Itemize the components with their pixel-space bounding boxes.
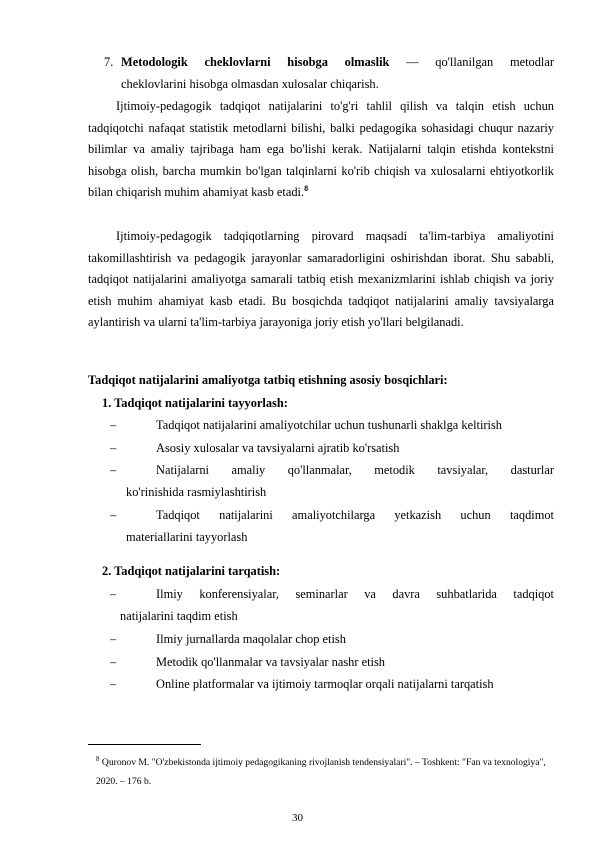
list-item-continuation: materiallarini tayyorlash: [126, 529, 248, 544]
list-item: [110, 438, 554, 460]
item-7-line2: cheklovlarini hisobga olmasdan xulosalar chiqarish.: [121, 76, 379, 91]
list-item: [110, 460, 554, 503]
dash-bullet: –: [110, 655, 117, 669]
subsection-1-title: 1. Tadqiqot natijalarini tayyorlash:: [102, 396, 288, 410]
list-item: [110, 674, 554, 696]
list-item-text: Metodik qo'llanmalar va tavsiyalar nashr etish: [156, 655, 385, 669]
item-7-rest: — qo'llanilgan metodlar: [389, 55, 554, 69]
list-item: [110, 584, 554, 627]
footnote-separator: [88, 744, 201, 745]
list-item-text: Ilmiy konferensiyalar, seminarlar va davra suhbatlarida tadqiqot: [156, 587, 554, 601]
list-item: [110, 505, 554, 548]
list-item-text: Ilmiy jurnallarda maqolalar chop etish: [156, 632, 346, 646]
dash-bullet: –: [110, 587, 117, 601]
footnote: [96, 750, 566, 791]
dash-bullet: –: [110, 441, 117, 455]
list-item: [110, 415, 554, 437]
footnote-reference[interactable]: 8: [304, 184, 309, 194]
item-7-bold-term: Metodologik cheklovlarni hisobga olmaslik: [121, 55, 390, 69]
paragraph-1: [88, 96, 554, 204]
paragraph-2: [88, 226, 554, 334]
section-heading: Tadqiqot natijalarini amaliyotga tatbiq etishning asosiy bosqichlari:: [88, 373, 448, 387]
list-item: [110, 652, 554, 674]
dash-bullet: –: [110, 418, 117, 432]
list-item-text: Natijalarni amaliy qo'llanmalar, metodik tavsiyalar, dasturlar: [156, 463, 554, 477]
paragraph-2-text: Ijtimoiy-pedagogik tadqiqotlarning pirovard maqsadi ta'lim-tarbiya amaliyotini takomillashtirish va pedagogik jarayonlar samaradorligini oshirishdan iborat. Shu sababli, tadqiqot natijalarini amaliyotga samarali tatbiq etish mexanizmlarini ishlab chiqish va joriy etish muhim ahamiyat kasb etadi. Bu bosqichda tadqiqot natijalarini amaliy tavsiyalarga aylantirish va ularni ta'lim-tarbiya jarayoniga joriy etish yo'llari belgilanadi.: [88, 229, 554, 330]
subsection-2-title: 2. Tadqiqot natijalarini tarqatish:: [102, 564, 281, 578]
dash-bullet: –: [110, 677, 117, 691]
list-number: 7.: [104, 55, 114, 69]
list-item-text: Asosiy xulosalar va tavsiyalarni ajratib ko'rsatish: [156, 441, 400, 455]
list-item-text: Online platformalar va ijtimoiy tarmoqlar orqali natijalarni tarqatish: [156, 677, 494, 691]
dash-bullet: –: [110, 463, 117, 477]
list-item-7: [104, 52, 554, 95]
list-item-continuation: natijalarini taqdim etish: [120, 608, 238, 623]
footnote-text: Quronov M. "O'zbekistonda ijtimoiy pedagogikaning rivojlanish tendensiyalari". – Toshkent: "Fan va texnologiya", 2020. – 176 b.: [96, 757, 546, 788]
list-item-text: Tadqiqot natijalarini amaliyotchilar uchun tushunarli shaklga keltirish: [156, 418, 502, 432]
dash-bullet: –: [110, 508, 117, 522]
page-number: 30: [292, 812, 303, 824]
paragraph-1-text: Ijtimoiy-pedagogik tadqiqot natijalarini to'g'ri tahlil qilish va talqin etish uchun tadqiqotchi nafaqat statistik metodlarni bilishi, balki pedagogika sohasidagi chuqur nazariy bilimlar va amaliy tajribaga ham ega bo'lishi kerak. Natijalarni talqin etishda kontekstni hisobga olish, barcha mumkin bo'lgan talqinlarni ko'rib chiqish va xulosalarni ehtiyotkorlik bilan chiqarish muhim ahamiyat kasb etadi.: [88, 99, 554, 200]
dash-bullet: –: [110, 632, 117, 646]
footnote-mark: 8: [96, 755, 100, 763]
list-item: [110, 629, 554, 651]
list-item-text: Tadqiqot natijalarini amaliyotchilarga yetkazish uchun taqdimot: [156, 508, 554, 522]
list-item-continuation: ko'rinishida rasmiylashtirish: [126, 484, 267, 499]
